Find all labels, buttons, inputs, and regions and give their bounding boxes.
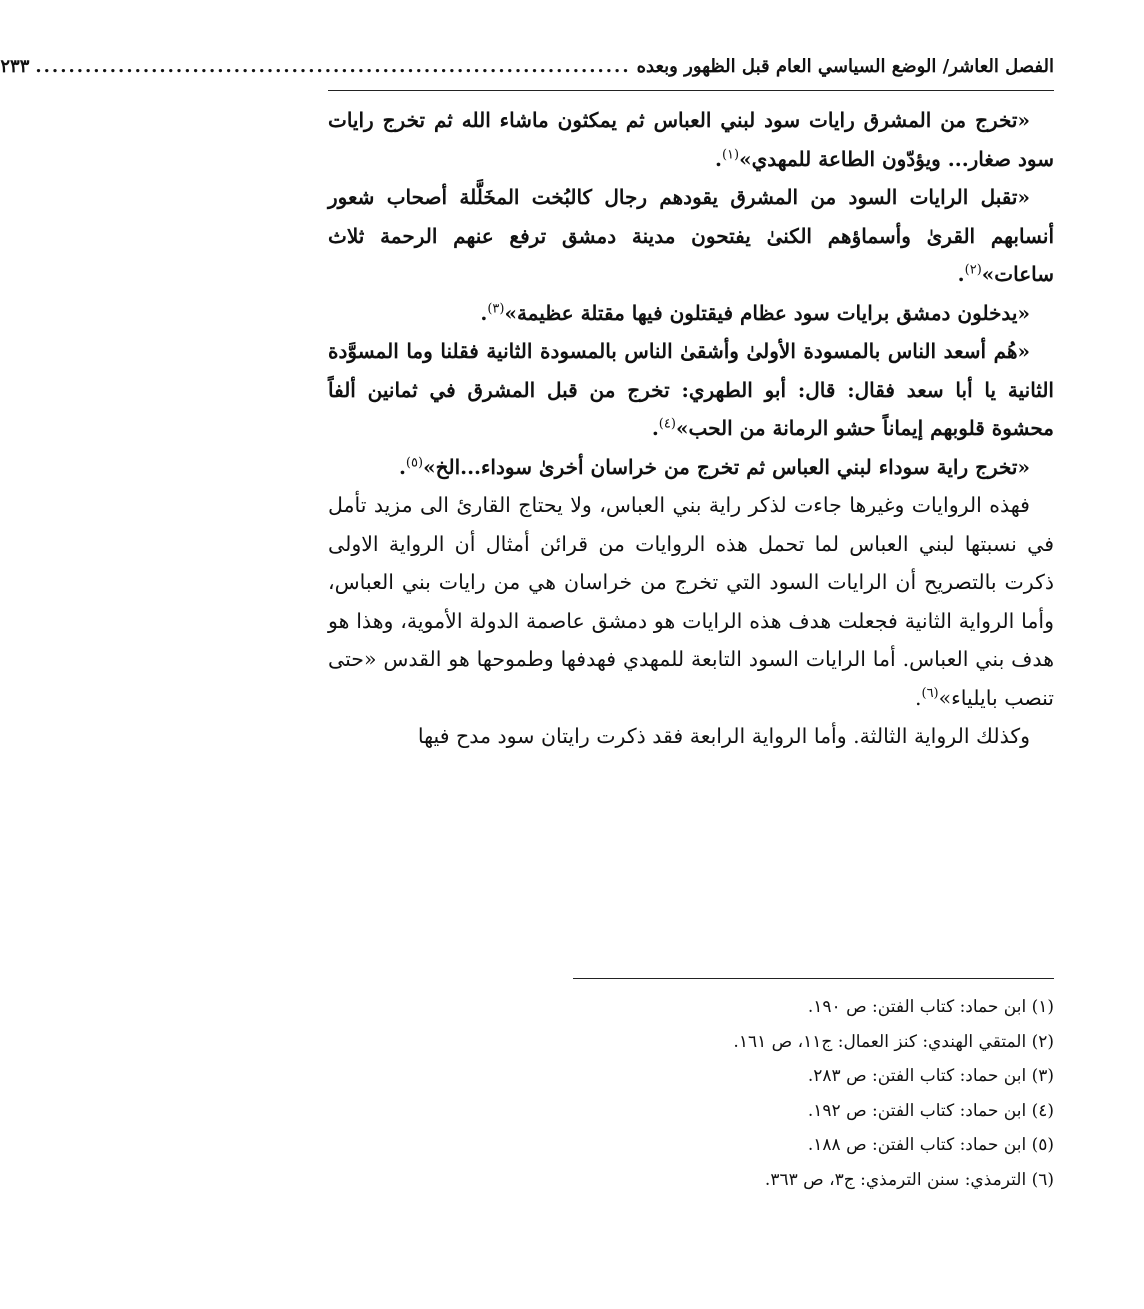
chapter-title: الفصل العاشر/ الوضع السياسي العام قبل الظهور وبعده [636, 56, 1054, 77]
footnote-ref: (٦) [921, 685, 939, 701]
page-number: ٢٣٣ [0, 56, 30, 77]
footnote-item: (٣) ابن حماد: كتاب الفتن: ص ٢٨٣. [807, 1066, 1054, 1086]
footnote-item: (١) ابن حماد: كتاب الفتن: ص ١٩٠. [807, 997, 1054, 1017]
footnote-divider [573, 978, 1054, 979]
paragraph-end: . [480, 300, 488, 325]
footnote-ref: (١) [721, 146, 740, 162]
paragraph-end: . [957, 262, 965, 286]
footnote-ref: (٢) [964, 262, 982, 278]
prose-text: وكذلك الرواية الثالثة. وأما الرواية الرابعة فقد ذكرت رايتان سود مدح فيها [417, 724, 1030, 748]
prose-paragraph [328, 486, 1054, 717]
prose-text: فهذه الروايات وغيرها جاءت لذكر راية بني العباس، ولا يحتاج القارئ الى مزيد تأمل في نسبتها لبني العباس لما تحمل هذه الروايات من قرائن أمثال أن الرواية الاولى ذكرت بالتصريح أن الرايات السود التي تخرج من خراسان هي من رايات بني العباس، وأما الرواية الثانية فجعلت هدف هذه الرايات هو دمشق عاصمة الدولة الأموية، وهذا هو هدف بني العباس. أما الرايات السود التابعة للمهدي فهدفها وطموحها هو القدس «حتى تنصب بايلياء» [328, 493, 1054, 710]
paragraph-end: . [651, 416, 659, 440]
footnote-ref: (٣) [487, 300, 505, 316]
quote-text: «تقبل الرايات السود من المشرق يقودهم رجال كالبُخت المخَلَّلة أصحاب شعور أنسابهم القرىٰ وأسماؤهم الكنىٰ يفتحون مدينة دمشق ترفع عنهم الرحمة ثلاث ساعات» [328, 185, 1054, 286]
footnotes [328, 990, 1054, 1197]
footnote-item: (٥) ابن حماد: كتاب الفتن: ص ١٨٨. [807, 1135, 1054, 1155]
footnote-item: (٢) المتقي الهندي: كنز العمال: ج١١، ص ١٦١. [733, 1031, 1054, 1052]
body-text [328, 101, 1054, 756]
paragraph-end: . [914, 685, 922, 710]
quote-paragraph [328, 294, 1054, 333]
page [0, 52, 1054, 756]
quote-paragraph [328, 178, 1054, 294]
prose-paragraph [328, 717, 1054, 756]
leader-dots: ........................................................................ [35, 56, 631, 77]
quote-paragraph [328, 101, 1054, 178]
quote-paragraph [328, 448, 1054, 487]
footnote-ref: (٤) [658, 416, 676, 432]
paragraph-end: . [398, 454, 406, 479]
quote-text: «يدخلون دمشق برايات سود عظام فيقتلون فيها مقتلة عظيمة» [504, 300, 1030, 325]
footnote-item: (٤) ابن حماد: كتاب الفتن: ص ١٩٢. [807, 1100, 1054, 1121]
quote-text: «تخرج من المشرق رايات سود لبني العباس ثم يمكثون ماشاء الله ثم تخرج رايات سود صغار... ويؤدّون الطاعة للمهدي» [328, 108, 1054, 171]
paragraph-end: . [715, 146, 722, 171]
footnote-item: (٦) الترمذي: سنن الترمذي: ج٣، ص ٣٦٣. [764, 1169, 1054, 1190]
running-header [0, 52, 1054, 91]
quote-text: «هُم أسعد الناس بالمسودة الأولىٰ وأشقىٰ الناس بالمسودة الثانية فقلنا وما المسوَّدة الثانية يا أبا سعد فقال: قال: أبو الطهري: تخرج من قبل المشرق في ثمانين ألفاً محشوة قلوبهم إيماناً حشو الرمانة من الحب» [328, 339, 1054, 440]
quote-text: «تخرج راية سوداء لبني العباس ثم تخرج من خراسان أخرىٰ سوداء...الخ» [423, 454, 1030, 479]
footnote-ref: (٥) [405, 454, 424, 470]
quote-paragraph [328, 332, 1054, 448]
